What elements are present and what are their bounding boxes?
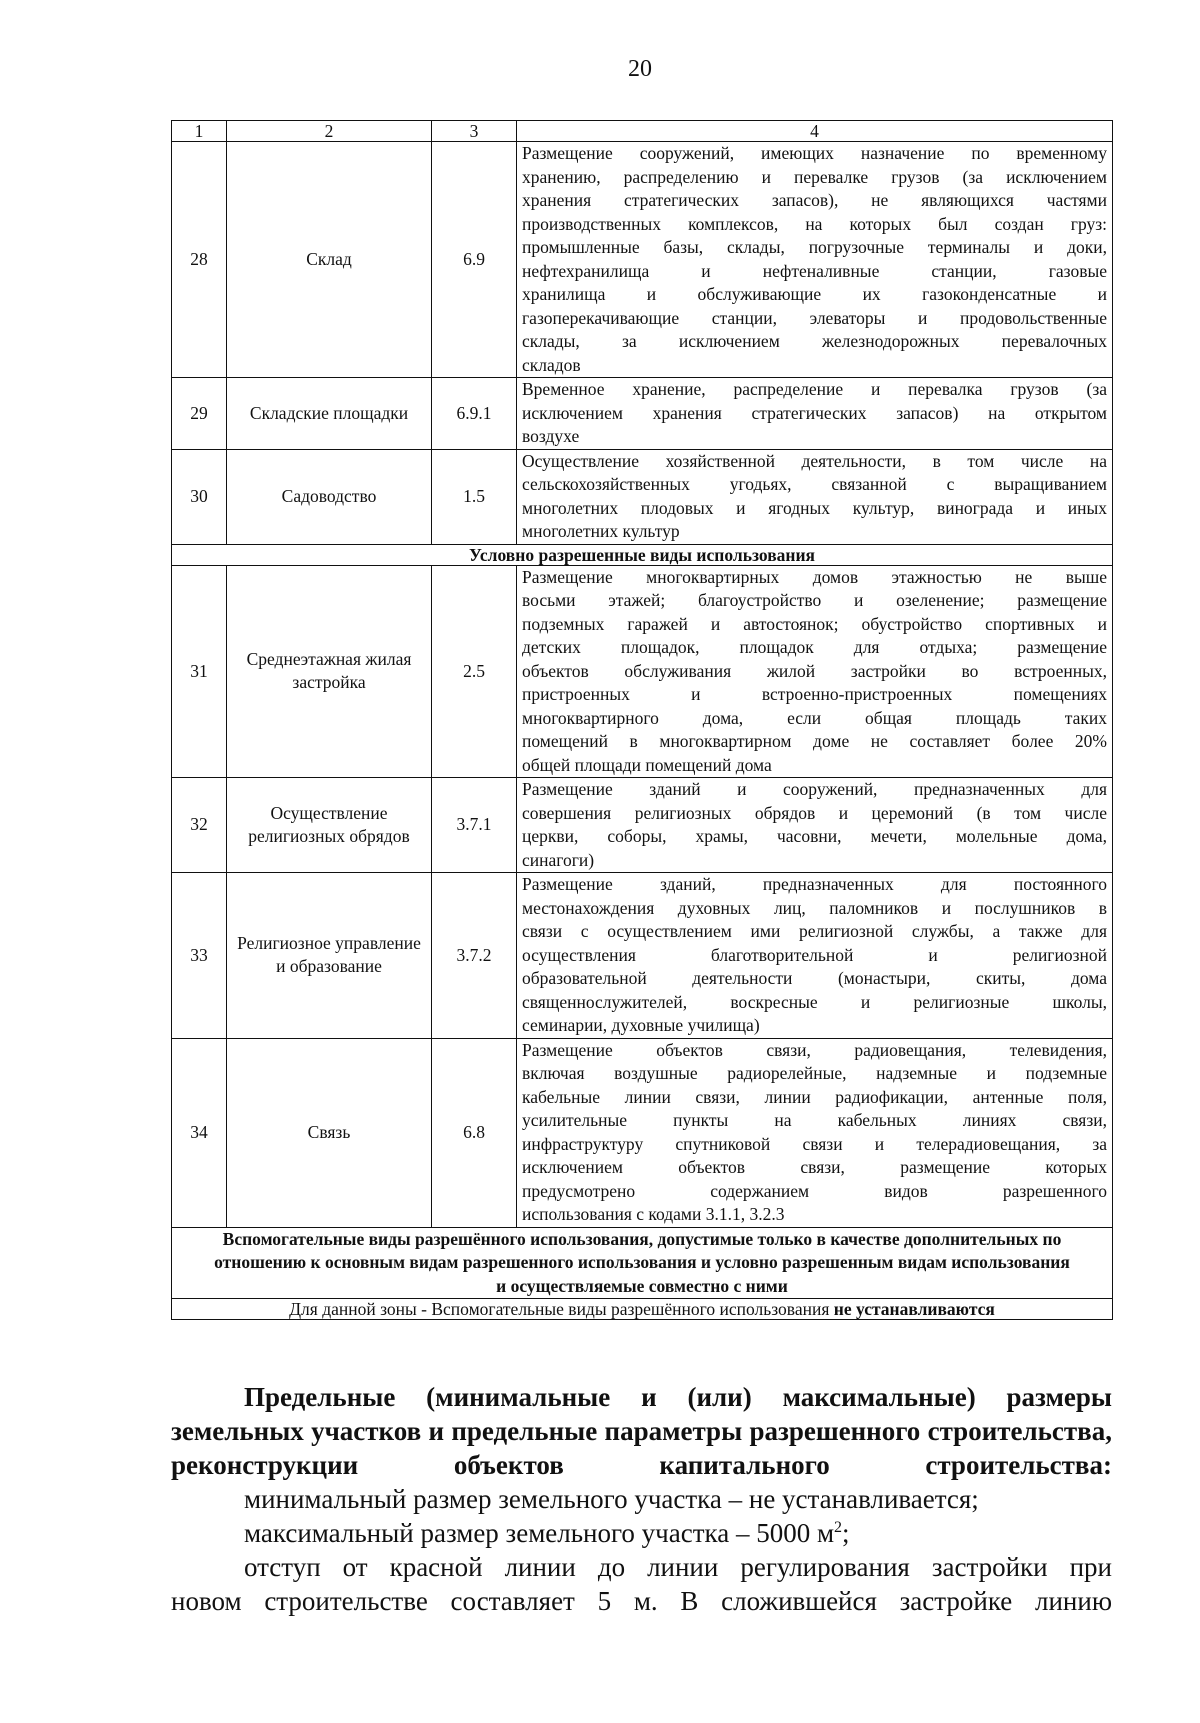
row-description [517,378,1113,450]
description-line: хранению, распределению и перевалке грузов (за исключением [522,166,1107,187]
table-row [172,142,1113,378]
description-line: складов [522,354,581,375]
row-description [517,778,1113,873]
auxiliary-note [172,1299,1113,1320]
min-size-text: минимальный размер земельного участка – не устанавливается; [244,1484,979,1514]
offset-text-line: отступ от красной линии до линии регулирования застройки при [244,1552,1112,1582]
auxiliary-uses-heading: Вспомогательные виды разрешённого использования, допустимые только в качестве дополнительных по отношению к основным видам разрешенного использования и условно разрешенным видам использования и осуществляемые совместно с ними [172,1227,1113,1299]
description-line: воздухе [522,426,580,446]
parameters-section [171,1380,1112,1618]
description-line: сельскохозяйственных угодьях, связанной с выращиванием [522,474,1107,494]
table-row [172,1038,1113,1227]
description-line: местонахождения духовных лиц, паломников и послушников в [522,897,1107,918]
description-line: Размещение зданий, предназначенных для постоянного [522,874,1107,894]
description-line: производственных комплексов, на которых был создан груз: [522,213,1107,234]
description-line: усилительные пункты на кабельных линиях связи, [522,1110,1107,1130]
row-number: 31 [172,565,227,778]
description-line: многоквартирного дома, если общая площадь таких [522,707,1107,728]
section-heading-row [172,1227,1113,1299]
header-cell: 1 [172,121,227,142]
description-line: газоперекачивающие станции, элеваторы и продовольственные [522,307,1107,328]
table-row [172,873,1113,1039]
description-line: общей площади помещений дома [522,754,772,775]
row-name: Религиозное управление и образование [227,873,432,1039]
parameters-heading: Предельные (минимальные и (или) максимальные) размеры земельных участков и предельные параметры разрешенного строительства, реконструкции объектов капитального строительства: [171,1382,1112,1480]
table-header-row [172,121,1113,142]
row-number: 34 [172,1038,227,1227]
description-line: Размещение многоквартирных домов этажностью не выше [522,566,1107,587]
description-line: помещений в многоквартирном доме не составляет более 20% [522,731,1107,751]
conditional-uses-heading: Условно разрешенные виды использования [172,544,1113,565]
row-number: 30 [172,449,227,544]
table-row [172,778,1113,873]
description-line: совершения религиозных обрядов и церемоний (в том числе [522,802,1107,823]
description-line: детских площадок, площадок для отдыха; размещение [522,637,1107,657]
max-size-text: максимальный размер земельного участка – 5000 $м^2$; [244,1518,850,1548]
offset-text-line: новом строительстве составляет 5 м. В сложившейся застройке линию [171,1586,1112,1616]
description-line: инфраструктуру спутниковой связи и телерадиовещания, за [522,1133,1107,1154]
row-name: Связь [227,1038,432,1227]
description-line: подземных гаражей и автостоянок; обустройство спортивных и [522,613,1107,634]
description-line: Размещение объектов связи, радиовещания, телевидения, [522,1039,1107,1060]
description-line: хранилища и обслуживающие их газоконденсатные и [522,284,1107,304]
description-line: предусмотрено содержанием видов разрешенного [522,1180,1107,1201]
table-row [172,565,1113,778]
row-description [517,1038,1113,1227]
description-line: Осуществление хозяйственной деятельности, в том числе на [522,450,1107,471]
row-name: Среднеэтажная жилая застройка [227,565,432,778]
row-description [517,565,1113,778]
description-line: связи с осуществлением ими религиозной службы, а также для [522,921,1107,941]
description-line: склады, за исключением железнодорожных перевалочных [522,331,1107,351]
description-line: Размещение сооружений, имеющих назначение по временному [522,143,1107,163]
description-line: исключением объектов связи, размещение которых [522,1157,1107,1177]
table-row [172,378,1113,450]
description-line: образовательной деятельности (монастыри, скиты, дома [522,968,1107,988]
description-line: исключением хранения стратегических запасов) на открытом [522,402,1107,423]
description-line: хранения стратегических запасов), не являющихся частями [522,190,1107,210]
header-cell: 3 [432,121,517,142]
auxiliary-note-text: Для данной зоны - Вспомогательные виды разрешённого использования [289,1299,834,1319]
row-code: 3.7.1 [432,778,517,873]
row-number: 28 [172,142,227,378]
auxiliary-note-emphasis: не устанавливаются [833,1299,995,1319]
description-line: промышленные базы, склады, погрузочные терминалы и доки, [522,237,1107,257]
auxiliary-note-row [172,1299,1113,1320]
row-name: Осуществление религиозных обрядов [227,778,432,873]
header-cell: 2 [227,121,432,142]
description-line: Временное хранение, распределение и перевалка грузов (за [522,379,1107,399]
row-description [517,142,1113,378]
row-code: 1.5 [432,449,517,544]
row-description [517,449,1113,544]
row-code: 6.8 [432,1038,517,1227]
row-code: 6.9.1 [432,378,517,450]
row-name: Склад [227,142,432,378]
description-line: осуществления благотворительной и религиозной [522,944,1107,965]
description-line: священнослужителей, воскресные и религиозные школы, [522,991,1107,1012]
description-line: многолетних культур [522,521,680,541]
row-number: 29 [172,378,227,450]
description-line: пристроенных и встроенно-пристроенных помещениях [522,684,1107,704]
section-heading-row [172,544,1113,565]
description-line: семинарии, духовные училища) [522,1015,760,1035]
description-line: использования с кодами 3.1.1, 3.2.3 [522,1204,785,1224]
row-code: 2.5 [432,565,517,778]
row-code: 3.7.2 [432,873,517,1039]
description-line: Размещение зданий и сооружений, предназначенных для [522,779,1107,799]
header-cell: 4 [517,121,1113,142]
row-number: 32 [172,778,227,873]
description-line: восьми этажей; благоустройство и озеленение; размещение [522,590,1107,610]
description-line: синагоги) [522,849,595,870]
land-use-table [171,120,1113,1320]
row-name: Складские площадки [227,378,432,450]
row-description [517,873,1113,1039]
row-code: 6.9 [432,142,517,378]
page-number: 20 [628,56,652,82]
table-row [172,449,1113,544]
description-line: включая воздушные радиорелейные, надземные и подземные [522,1063,1107,1083]
row-number: 33 [172,873,227,1039]
description-line: церкви, соборы, храмы, часовни, мечети, молельные дома, [522,826,1107,846]
description-line: нефтехранилища и нефтеналивные станции, газовые [522,260,1107,281]
row-name: Садоводство [227,449,432,544]
description-line: кабельные линии связи, линии радиофикации, антенные поля, [522,1086,1107,1107]
description-line: объектов обслуживания жилой застройки во встроенных, [522,660,1107,681]
description-line: многолетних плодовых и ягодных культур, винограда и иных [522,497,1107,518]
